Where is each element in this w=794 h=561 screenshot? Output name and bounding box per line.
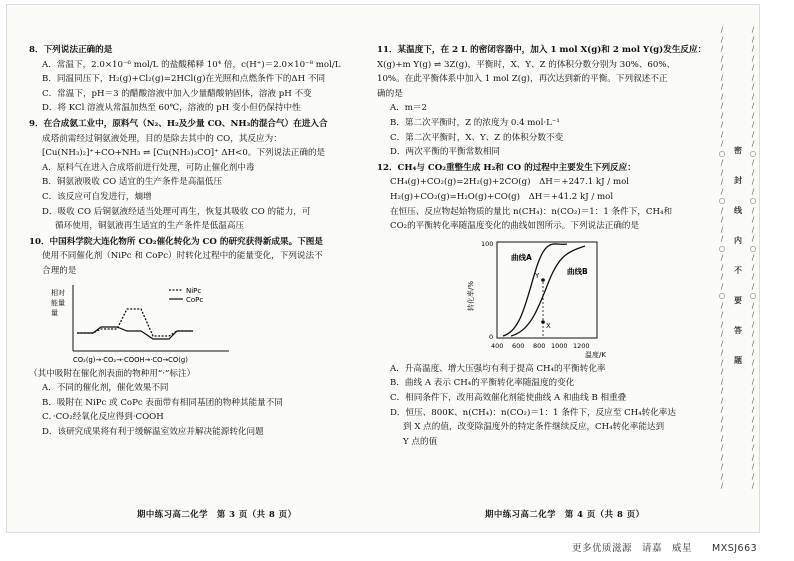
q9-stem-2: 成塔前需经过铜氨液处理，目的是除去其中的 CO，其反应为： <box>42 133 282 144</box>
conv-xtick-1200: 1200 <box>573 341 590 350</box>
q12-stem-3: CO₂的平衡转化率随温度变化的曲线如图所示。下列说法正确的是 <box>390 221 640 232</box>
conversion-chart-svg <box>467 236 617 360</box>
seal-word-7: 答 <box>734 325 742 335</box>
q8-stem: 8．下列说法正确的是 <box>29 45 113 55</box>
conv-y-zero: 0 <box>489 332 494 341</box>
conv-xtick-600: 600 <box>512 341 525 350</box>
seal-slash-column-right: / / / / / / / / / / / / / ○ / / / / ○ / / / / ○ / / / / ○ / / / / / / / / / / / / / / / / / / / / <box>749 25 757 490</box>
q10-note: （其中吸附在催化剂表面的物种用“·”标注） <box>29 368 196 379</box>
point-y-label: Y <box>535 271 540 280</box>
q8-option-b: B．同温同压下，H₂(g)+Cl₂(g)=2HCl(g)在光照和点燃条件下的ΔH 不同 <box>42 74 326 85</box>
q12-option-d: D．恒压、800K、n(CH₄)：n(CO₂)＝1：1 条件下，反应至 CH₄转化率达 <box>390 407 676 418</box>
seal-words <box>731 135 745 375</box>
q9-option-d-cont: 循环使用，铜氨液再生适宜的生产条件是低温高压 <box>55 221 245 232</box>
energy-ylabel-1: 相对 <box>51 288 65 297</box>
q8-option-d: D．将 KCl 溶液从常温加热至 60℃，溶液的 pH 变小但仍保持中性 <box>42 103 301 114</box>
question-12 <box>377 161 709 450</box>
q9-stem: 9．在合成氨工业中，原料气（N₂、H₂及少量 CO、NH₃的混合气）在进入合 <box>29 118 328 129</box>
q11-option-b: B．第二次平衡时，Z 的浓度为 0.4 mol·L⁻¹ <box>390 117 560 128</box>
conv-xlabel: 温度/K <box>585 350 606 359</box>
q10-stem-2: 使用不同催化剂（NiPc 和 CoPc）时转化过程中的能量变化，下列说法不 <box>42 251 323 262</box>
q11-option-a: A．m＝2 <box>390 103 428 114</box>
footer-page-4: 期中练习高二化学 第 4 页（共 8 页） <box>485 509 645 519</box>
curve-b-label: 曲线B <box>567 266 588 276</box>
conv-y-max: 100 <box>481 239 494 248</box>
q10-option-b: B．吸附在 NiPc 或 CoPc 表面带有相同基团的物种其能量不同 <box>42 397 283 408</box>
q12-option-b: B．曲线 A 表示 CH₄的平衡转化率随温度的变化 <box>390 378 575 389</box>
q11-stem-3: 10%。在此平衡体系中加入 1 mol Z(g)，再次达到新的平衡。下列叙述不正 <box>377 74 668 85</box>
q12-option-d-cont-2: Y 点的值 <box>403 436 438 447</box>
energy-diagram <box>49 281 279 365</box>
conv-xtick-1000: 1000 <box>551 341 568 350</box>
point-y <box>541 278 545 282</box>
seal-word-5: 不 <box>734 265 742 275</box>
q9-option-d: D．吸收 CO 后铜氨液经适当处理可再生，恢复其吸收 CO 的能力，可 <box>42 206 311 217</box>
copc-energy-curve <box>77 327 193 339</box>
seal-word-6: 要 <box>734 295 742 305</box>
conv-xtick-800: 800 <box>533 341 546 350</box>
point-x-label: X <box>546 321 551 330</box>
q9-option-b: B．铜氨液吸收 CO 适宜的生产条件是高温低压 <box>42 177 223 188</box>
q11-stem-2: X(g)+m Y(g) ⇌ 3Z(g)，平衡时，X、Y、Z 的体积分数分别为 30%、60%、 <box>377 59 676 70</box>
q11-stem-4: 确的是 <box>377 88 403 99</box>
q11-option-d: D．两次平衡的平衡常数相同 <box>390 147 501 158</box>
q10-option-c: C．·CO₂经氧化反应得到·COOH <box>42 412 164 423</box>
energy-ylabel-2: 能量 <box>51 298 65 307</box>
conversion-chart <box>467 236 617 360</box>
energy-diagram-svg <box>49 281 279 365</box>
q9-option-c: C．该反应可自发进行，熵增 <box>42 191 152 202</box>
question-11 <box>377 43 709 160</box>
conv-xtick-400: 400 <box>491 341 504 350</box>
energy-ylabel-3: 量 <box>51 308 58 317</box>
legend-copc-label: CoPc <box>186 295 204 304</box>
q10-option-d: D．该研究成果将有利于缓解温室效应并解决能源转化问题 <box>42 426 264 437</box>
q11-stem: 11．某温度下，在 2 L 的密闭容器中，加入 1 mol X(g)和 2 mol Y(g)发生反应： <box>377 45 707 55</box>
question-9 <box>29 117 367 234</box>
seal-word-1: 密 <box>734 145 742 155</box>
bottom-watermark-note: 更多优质滋源 请嘉 威星 MXSJ663 <box>572 543 758 554</box>
q10-stem-3: 合理的是 <box>42 265 77 276</box>
seal-word-8: 题 <box>734 355 742 365</box>
seal-slash-column-left: / / / / / / / / / / / / / ○ / / / / ○ / / / / ○ / / / / ○ / / / / / / / / / / / / / / / / / / / / <box>718 25 726 490</box>
q8-option-c: C．常温下，pH＝3 的醋酸溶液中加入少量醋酸钠固体，溶液 pH 不变 <box>42 88 312 99</box>
exam-sheet <box>6 4 760 533</box>
seal-word-2: 封 <box>734 175 742 185</box>
q9-equation: [Cu(NH₃)₂]⁺+CO+NH₃ ⇌ [Cu(NH₃)₃CO]⁺ ΔH<0。下列说法正确的是 <box>42 148 326 159</box>
curve-a-label: 曲线A <box>511 252 532 262</box>
q12-option-c: C．相同条件下，改用高效催化剂能使曲线 A 和曲线 B 相重叠 <box>390 392 627 403</box>
question-10 <box>29 235 367 440</box>
footer-page-3: 期中练习高二化学 第 3 页（共 8 页） <box>137 509 297 519</box>
q10-option-a: A．不同的催化剂，催化效果不同 <box>42 383 169 394</box>
q8-option-a: A．常温下，2.0×10⁻⁶ mol/L 的盐酸稀释 10⁴ 倍，c(H⁺)＝2.0×10⁻⁸ mol/L <box>42 59 341 70</box>
conv-ylabel: 转化率/% <box>467 280 475 311</box>
q11-option-c: C．第二次平衡时，X、Y、Z 的体积分数不变 <box>390 132 564 143</box>
q12-option-a: A．升高温度、增大压强均有利于提高 CH₄的平衡转化率 <box>390 363 606 374</box>
question-8 <box>29 43 367 116</box>
q12-stem-2: 在恒压、反应物起始物质的量比 n(CH₄)：n(CO₂)＝1：1 条件下，CH₄和 <box>390 206 673 217</box>
right-column <box>377 43 709 450</box>
q9-option-a: A．原料气在进入合成塔前进行处理，可防止催化剂中毒 <box>42 162 255 173</box>
q12-option-d-cont-1: 到 X 点的值，改变除温度外的特定条件继续反应，CH₄转化率能达到 <box>403 422 665 433</box>
q12-equation-2: H₂(g)+CO₂(g)=H₂O(g)+CO(g) ΔH＝+41.2 kJ / mol <box>390 191 614 202</box>
q12-equation-1: CH₄(g)+CO₂(g)=2H₂(g)+2CO(g) ΔH＝+247.1 kJ / mol <box>390 177 630 188</box>
left-column <box>29 43 367 440</box>
q12-stem: 12．CH₄与 CO₂重整生成 H₂和 CO 的过程中主要发生下列反应： <box>377 162 636 173</box>
energy-x-axis-label: CO₂(g)→·CO₂→·COOH→·CO→CO(g) <box>73 355 188 364</box>
q10-stem: 10．中国科学院大连化物所 CO₂催化转化为 CO 的研究获得新成果。下图是 <box>29 236 323 247</box>
seal-word-3: 线 <box>734 205 742 215</box>
seal-word-4: 内 <box>734 235 742 245</box>
seal-line-strip <box>715 5 761 532</box>
legend-nipc-label: NiPc <box>186 286 202 295</box>
